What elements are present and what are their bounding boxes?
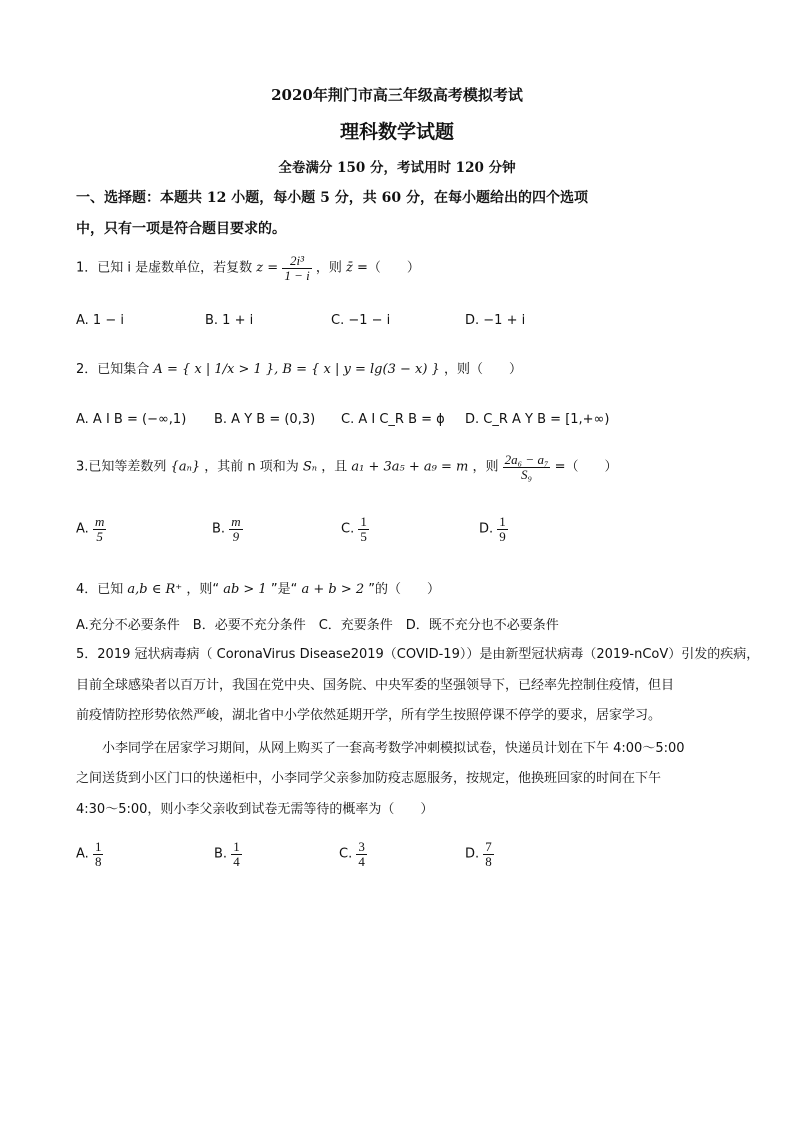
q3-option-d-label: D. [479, 521, 494, 537]
q5-paragraph1-line3: 前疫情防控形势依然严峻，湖北省中小学依然延期开学，所有学生按照停课不停学的要求，居家学习。 [76, 708, 662, 723]
q3-option-c-num: 1 [360, 514, 367, 529]
q2-prefix: 2．已知集合 [76, 362, 150, 377]
q3-option-a-num: m [94, 514, 105, 529]
q3-prefix: 3.已知等差数列 [76, 459, 167, 475]
q3-option-b-den: 9 [229, 529, 242, 544]
q4-condition: a,b ∈ R⁺ [127, 582, 183, 597]
q3-fraction [503, 453, 551, 481]
q3-option-a-den: 5 [93, 529, 106, 544]
q3-suffix: =（ ） [554, 459, 618, 475]
subject-title: 理科数学试题 [339, 121, 454, 143]
q2-option-c: C. A I C_R B = ϕ [341, 412, 445, 427]
q1-numerator: 2i³ [290, 253, 305, 268]
q2-sets: A = { x | 1/x > 1 }, B = { x | y = lg(3 − x) } [153, 362, 440, 377]
q1-zbar: z̄ [346, 260, 353, 276]
q5-paragraph2-line3: 4:30～5:00，则小李父亲收到试卷无需等待的概率为（ ） [76, 802, 434, 817]
q3-option-a [76, 515, 106, 543]
q1-option-d: D. −1 + i [465, 313, 526, 328]
q3-condition: a₁ + 3a₅ + a₉ = m [351, 459, 469, 475]
q3-sn: Sₙ [302, 459, 318, 475]
q3-option-b-label: B. [212, 521, 226, 537]
question-3 [76, 453, 618, 481]
q3-option-d-num: 1 [499, 514, 506, 529]
question-2 [76, 358, 522, 377]
q3-numerator: 2a₆ − a₇ [504, 452, 549, 467]
q5-option-d-num: 7 [485, 839, 492, 854]
q2-option-a: A. A I B = (−∞,1) [76, 412, 187, 427]
q3-option-b [212, 515, 243, 543]
q2-option-b: B. A Y B = (0,3) [214, 412, 316, 427]
question-1 [76, 254, 420, 282]
q1-option-a: A. 1 − i [76, 313, 124, 328]
q5-option-b-den: 4 [233, 853, 240, 869]
q4-prefix: 4．已知 [76, 582, 124, 597]
q5-paragraph1-line1: 5．2019 冠状病毒病（ CoronaVirus Disease2019（COVID-19））是由新型冠状病毒（2019-nCoV）引发的疾病， [76, 647, 760, 662]
q3-option-d-den: 9 [499, 528, 506, 544]
q5-paragraph2-line1: 小李同学在居家学习期间，从网上购买了一套高考数学冲刺模拟试卷，快递员计划在下午 4:00～5:00 [102, 741, 685, 756]
q2-suffix: ，则（ ） [443, 362, 522, 377]
q1-fraction [282, 254, 311, 282]
q3-sequence: {aₙ} [170, 459, 201, 475]
q3-option-c-label: C. [341, 521, 355, 537]
q3-option-c-den: 5 [360, 528, 367, 544]
q3-option-b-num: m [231, 514, 241, 529]
q1-denominator: 1 − i [284, 267, 310, 283]
q5-option-b-label: B. [214, 846, 228, 862]
q4-mid2: ”是“ [270, 582, 298, 597]
q3-mid3: ，则 [472, 459, 499, 475]
q1-option-c: C. −1 − i [331, 313, 391, 328]
q5-paragraph2-line2: 之间送货到小区门口的快递柜中，小李同学父亲参加防疫志愿服务，按规定，他换班回家的时间在下午 [76, 771, 662, 786]
q5-option-c-num: 3 [358, 839, 365, 854]
q1-prefix: 1．已知 i 是虚数单位，若复数 [76, 260, 253, 276]
q5-option-c [339, 840, 367, 868]
q3-mid1: ，其前 n 项和为 [204, 459, 299, 475]
q4-suffix: ”的（ ） [368, 582, 441, 597]
q5-option-c-label: C. [339, 846, 353, 862]
q5-option-d-den: 8 [485, 853, 492, 869]
q5-option-a [76, 840, 103, 868]
q2-option-d: D. C_R A Y B = [1,+∞) [465, 412, 610, 427]
q5-paragraph1-line2: 目前全球感染者以百万计，我国在党中央、国务院、中央军委的坚强领导下，已经率先控制住疫情，但目 [76, 678, 675, 693]
q1-mid: ，则 [315, 260, 342, 276]
q5-option-d-label: D. [465, 846, 480, 862]
q3-option-c [341, 515, 369, 543]
q5-option-a-num: 1 [94, 839, 102, 854]
q4-options: A.充分不必要条件 B．必要不充分条件 C．充要条件 D．既不充分也不必要条件 [76, 618, 559, 633]
q1-z-equals: z = [256, 260, 279, 276]
q5-option-c-den: 4 [358, 853, 365, 869]
q5-option-b-num: 1 [233, 839, 240, 854]
section-instructions-line2: 中，只有一项是符合题目要求的。 [76, 221, 286, 237]
q5-option-a-label: A. [76, 846, 89, 862]
q3-option-a-label: A. [76, 521, 89, 537]
q3-mid2: ，且 [321, 459, 348, 475]
q5-option-a-den: 8 [94, 853, 102, 869]
exam-title: 2020年荆门市高三年级高考模拟考试 [271, 86, 523, 104]
q1-option-b: B. 1 + i [205, 313, 254, 328]
q4-mid1: ，则“ [186, 582, 220, 597]
q5-option-b [214, 840, 242, 868]
question-4 [76, 578, 440, 597]
q4-statement-p: ab > 1 [223, 582, 267, 597]
q3-denominator: S₉ [503, 467, 551, 482]
section-instructions-line1: 一、选择题：本题共 12 小题，每小题 5 分，共 60 分，在每小题给出的四个选项 [76, 190, 588, 206]
q3-option-d [479, 515, 508, 543]
q1-suffix: =（ ） [357, 260, 420, 276]
q4-statement-q: a + b > 2 [301, 582, 365, 597]
q5-option-d [465, 840, 494, 868]
exam-info: 全卷满分 150 分，考试用时 120 分钟 [278, 160, 516, 176]
